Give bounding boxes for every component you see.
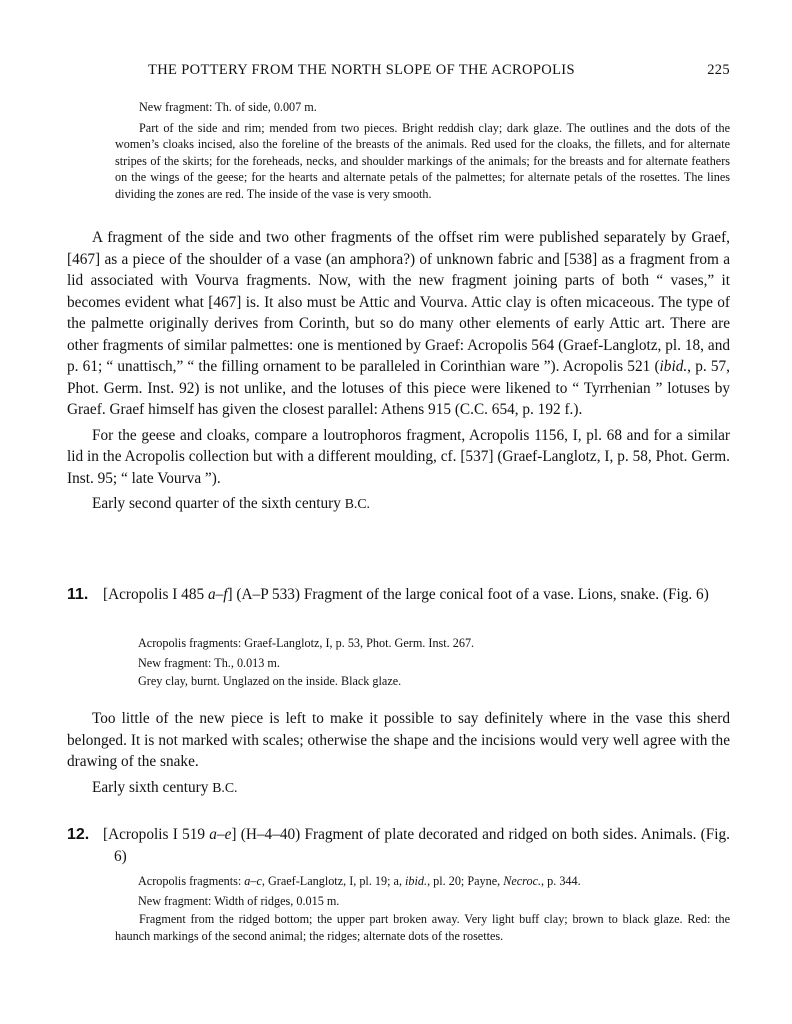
- date-text: Early second quarter of the sixth century: [92, 495, 345, 512]
- italic-run: Necroc.: [503, 874, 542, 888]
- new-fragment-note: New fragment: Th., 0.013 m.: [138, 655, 280, 670]
- page-number: 225: [707, 62, 730, 78]
- discussion-paragraph: Too little of the new piece is left to make it possible to say definitely where in the vase this sherd belonged. It is not marked with scales; otherwise the shape and the incisions would very well agree with the drawing of the snake.: [67, 710, 730, 770]
- text-run: , pl. 20; Payne,: [427, 874, 504, 888]
- era-abbrev: B.C.: [344, 496, 370, 511]
- italic-run: a–c: [244, 874, 262, 888]
- date-line: [67, 777, 730, 799]
- text-run: ] (A–P 533) Fragment of the large conical foot of a vase. Lions, snake. (Fig. 6): [227, 586, 709, 603]
- entry-12-heading: [67, 824, 730, 867]
- text-run: [Acropolis I 519: [103, 826, 210, 843]
- text-run: Acropolis fragments:: [138, 874, 245, 888]
- italic-run: ibid.: [405, 874, 428, 888]
- entry-11-notes: [138, 635, 730, 690]
- entry-number: 11.: [67, 586, 89, 603]
- italic-run: a–e: [209, 826, 232, 843]
- discussion-paragraph-1: [67, 227, 730, 421]
- fragment-description: Fragment from the ridged bottom; the upper part broken away. Very light buff clay; brown to black glaze. Red: the haunch markings of the second animal; the ridges; alternate dots of the rosettes.: [115, 912, 730, 943]
- date-text: Early sixth century: [92, 778, 213, 796]
- discussion-10: [67, 227, 730, 515]
- text-run: , Graef-Langlotz, I, pl. 19; a,: [261, 874, 406, 888]
- fragments-note: [115, 873, 730, 890]
- text-run: [Acropolis I 485: [103, 586, 208, 603]
- new-fragment-note: New fragment: Th. of side, 0.007 m.: [139, 100, 317, 114]
- date-line: [67, 493, 730, 515]
- entry-11-discussion: [67, 708, 730, 798]
- catalog-notes-10: [115, 99, 730, 203]
- text-run: A fragment of the side and two other fragments of the offset rim were published separately by Graef, [467] as a piece of the shoulder of a vase (an amphora?) of unknown fabric and [538] as a fragment from a lid associated with Vourva fragments. Now, with the new fragment joining parts of both “ vases,” it becomes evident what [467] is. It also must be Attic and Vourva. Attic clay is often micaceous. The type of the palmette originally derives from Corinth, but so do many other elements of early Attic art. There are other fragments of similar palmettes: one is mentioned by Graef: Acropolis 564 (Graef-Langlotz, pl. 18, and p. 61; “ unattisch,” “ the filling ornament to be paralleled in Corinthian ware ”). Acropolis 521 (: [67, 229, 730, 375]
- entry-12-notes: [115, 873, 730, 944]
- text-run: , p. 344.: [541, 874, 581, 888]
- discussion-paragraph-2: For the geese and cloaks, compare a loutrophoros fragment, Acropolis 1156, I, pl. 68 and for a similar lid in the Acropolis collection but with a different moulding, cf. [537] (Graef-Langlotz, I, p. 58, Phot. Germ. Inst. 95; “ late Vourva ”).: [67, 426, 730, 487]
- new-fragment-note: New fragment: Width of ridges, 0.015 m.: [138, 893, 340, 908]
- text-run: ] (H–4–40) Fragment of plate decorated and ridged on both sides. Animals. (Fig. 6): [114, 826, 730, 865]
- fragment-description: Part of the side and rim; mended from two pieces. Bright reddish clay; dark glaze. The outlines and the dots of the women’s cloaks incised, also the foreline of the breasts of the animals. Red used for the cloaks, the fillets, and for alternate stripes of the skirts; for the foreheads, necks, and shoulder markings of the animals; for the breasts and for alternate feathers on the wings of the geese; for the hearts and alternate petals of the palmettes; for alternate petals of the rosettes. The lines dividing the zones are red. The inside of the vase is very smooth.: [115, 120, 730, 201]
- italic-run: a–f: [207, 586, 228, 603]
- text-run: , p. 57, Phot. Germ. Inst. 92) is not unlike, and the lotuses of this piece were likened to “ Tyrrhenian ” lotuses by Graef. Graef himself has given the closest parallel: Athens 915 (C.C. 654, p. 192 f.).: [67, 358, 730, 418]
- fragments-note: Acropolis fragments: Graef-Langlotz, I, p. 53, Phot. Germ. Inst. 267.: [138, 636, 475, 650]
- italic-run: ibid.: [659, 358, 688, 375]
- running-title: THE POTTERY FROM THE NORTH SLOPE OF THE ACROPOLIS: [148, 62, 575, 78]
- fragment-description: Grey clay, burnt. Unglazed on the inside. Black glaze.: [138, 674, 402, 689]
- era-abbrev: B.C.: [212, 779, 238, 795]
- entry-11-heading: [67, 584, 730, 606]
- entry-number: 12.: [67, 826, 90, 843]
